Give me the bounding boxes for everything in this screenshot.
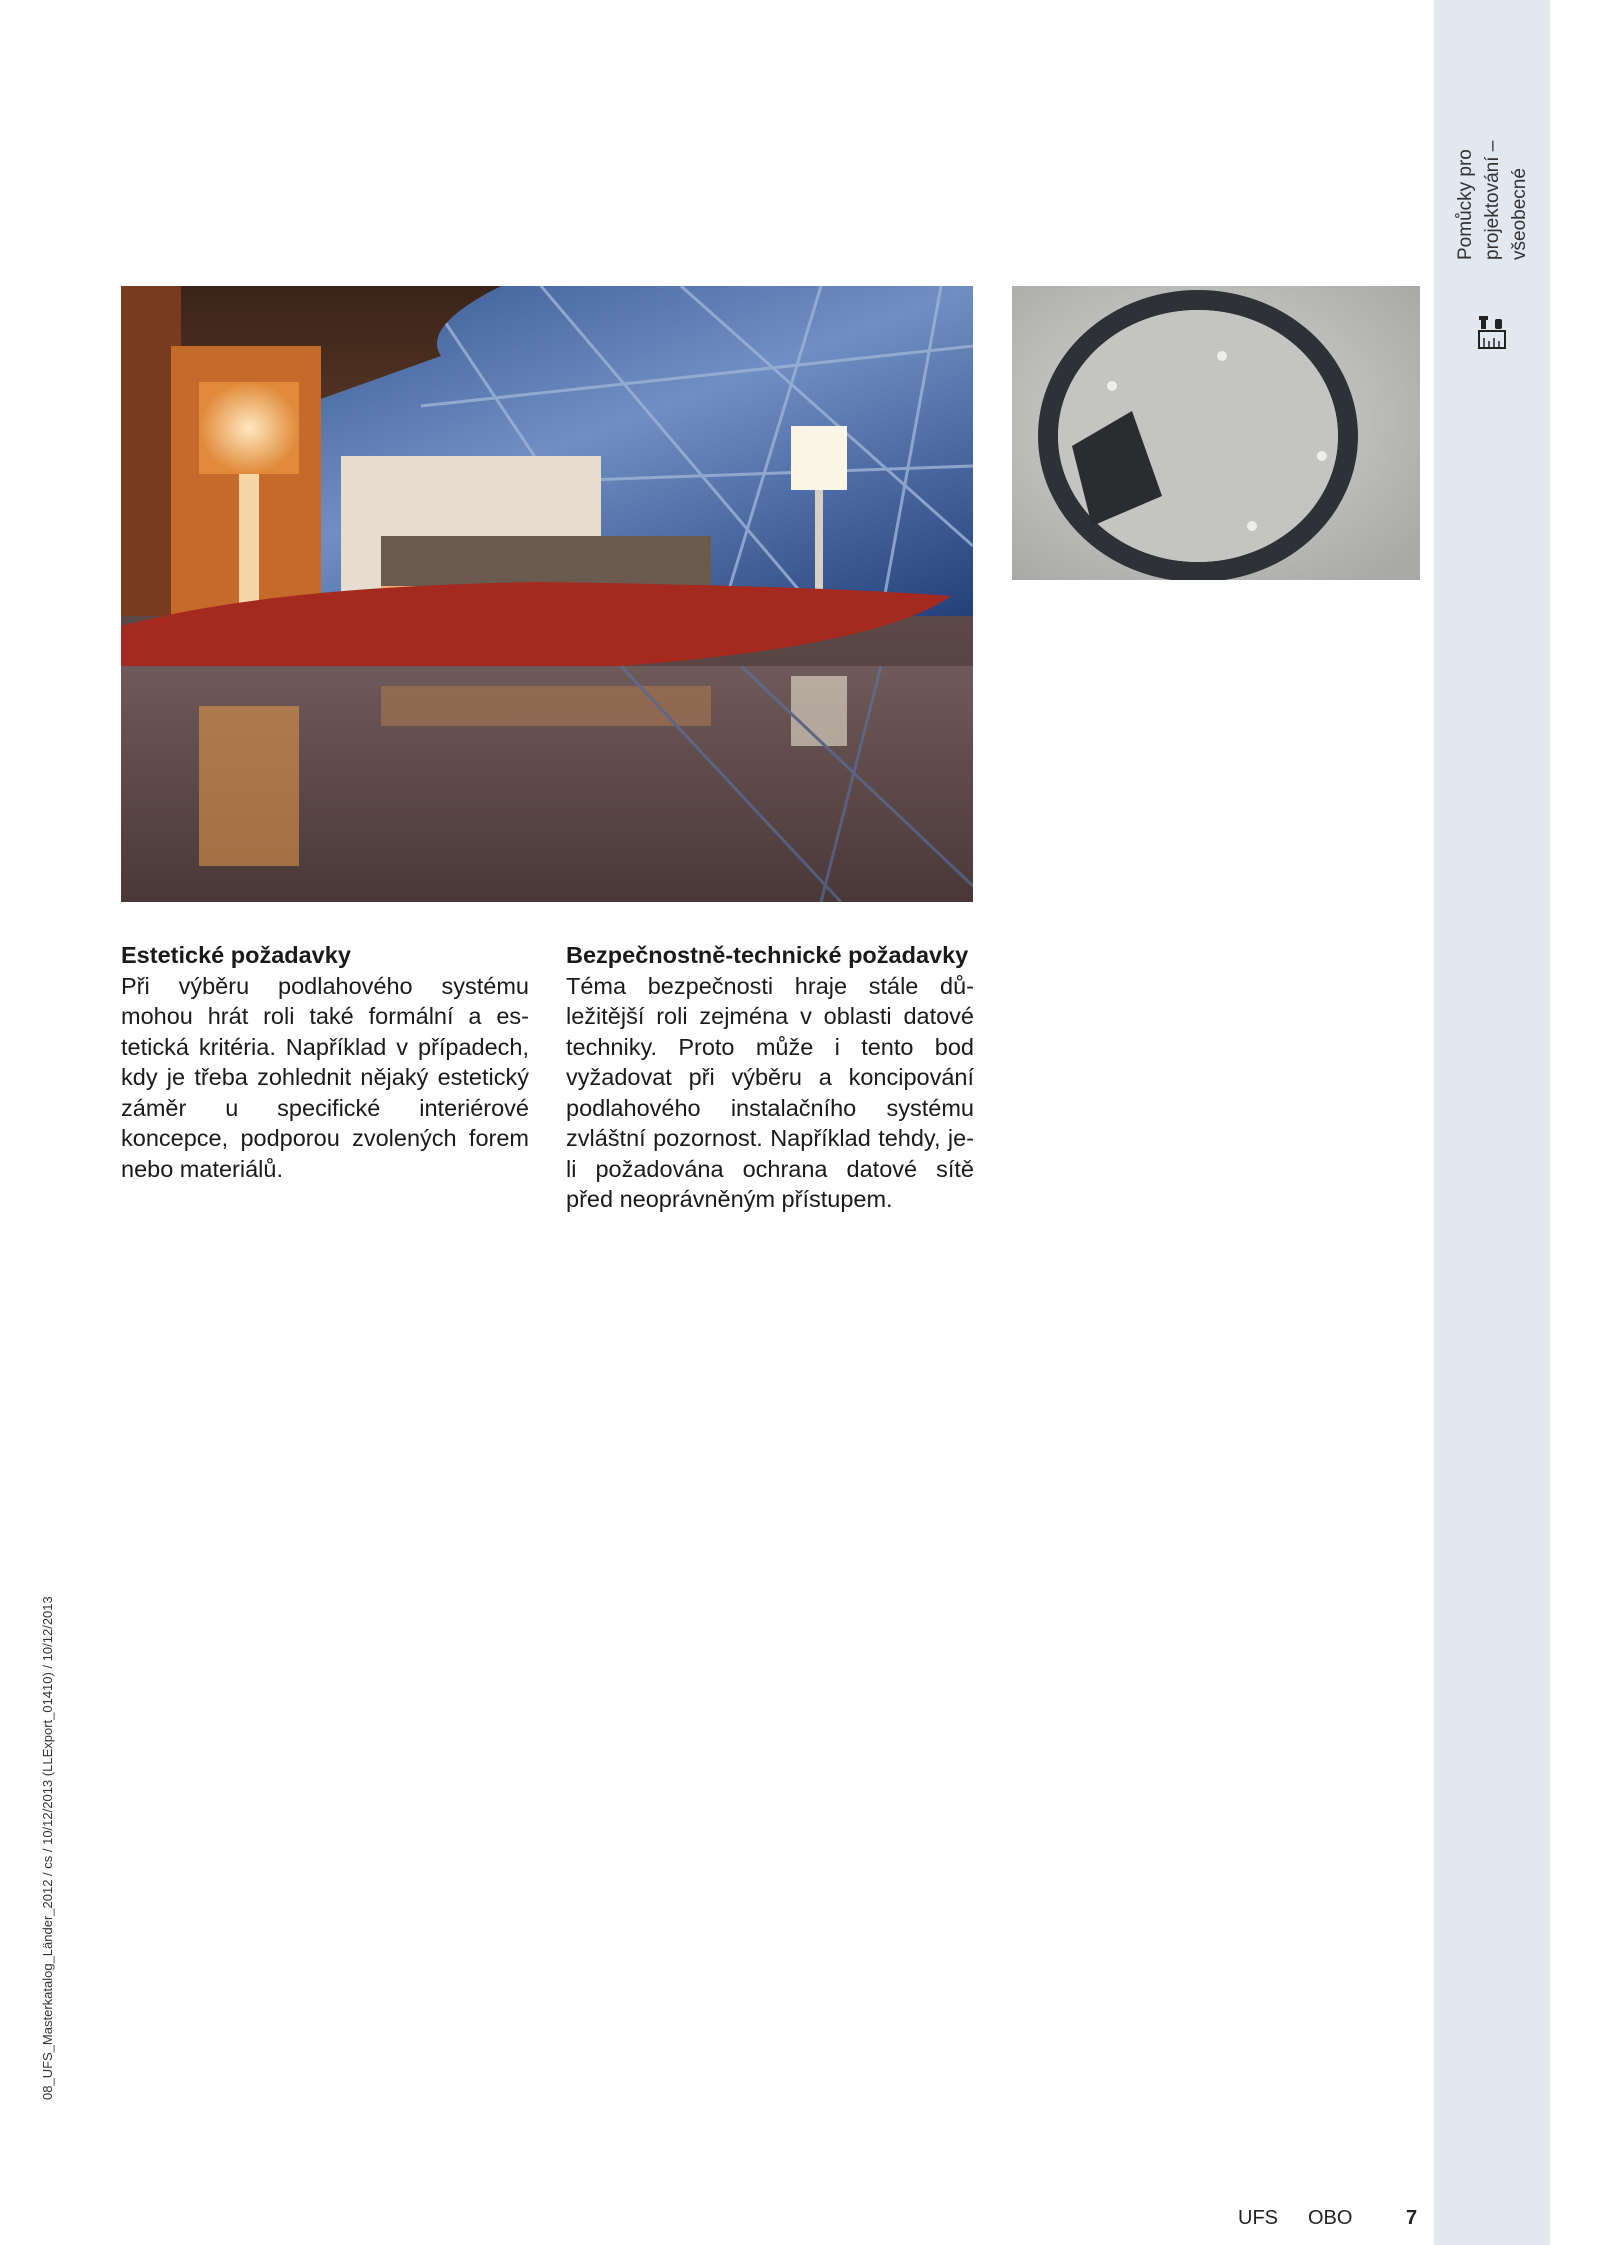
section-body: Téma bezpečnosti hraje stále důležitější roli zejména v oblasti datové techniky. Proto může i tento bod vyžadovat při výběru a koncipování podlahového instalačního systému zvláštní pozornost. Například tehdy, je-li požadována ochrana datové sítě před neoprávněným přístupem. xyxy=(566,972,974,1212)
section-body: Při výběru podlahového systému mohou hrát roli také formální a estetická kritéria. Například v případech, kdy je třeba zohlednit nějaký estetický záměr u specifické interiérové koncepce, podporou zvolených forem nebo materiálů. xyxy=(121,972,529,1182)
sidebar-title xyxy=(1440,100,1550,260)
page-number: 7 xyxy=(1406,2207,1418,2229)
footer-brand-ufs: UFS xyxy=(1238,2207,1278,2229)
sidebar-title-line-1: Pomůcky pro xyxy=(1455,149,1476,260)
section-aesthetic xyxy=(121,940,529,1184)
lobby-reception-photo xyxy=(121,286,973,902)
section-security xyxy=(566,940,974,1215)
floor-box-cover-photo xyxy=(1012,286,1420,580)
sidebar-title-line-2: projektování – xyxy=(1482,140,1503,260)
section-heading: Bezpečnostně-technické požadavky xyxy=(566,942,969,968)
footer-brand-obo: OBO xyxy=(1308,2207,1353,2229)
sidebar-title-line-3: všeobecné xyxy=(1509,168,1530,260)
section-heading: Estetické požadavky xyxy=(121,942,351,968)
tools-icon xyxy=(1478,316,1506,350)
side-code-label: 08_UFS_Masterkatalog_Länder_2012 / cs / 10/12/2013 (LLExport_01410) / 10/12/2013 xyxy=(40,1596,55,2100)
